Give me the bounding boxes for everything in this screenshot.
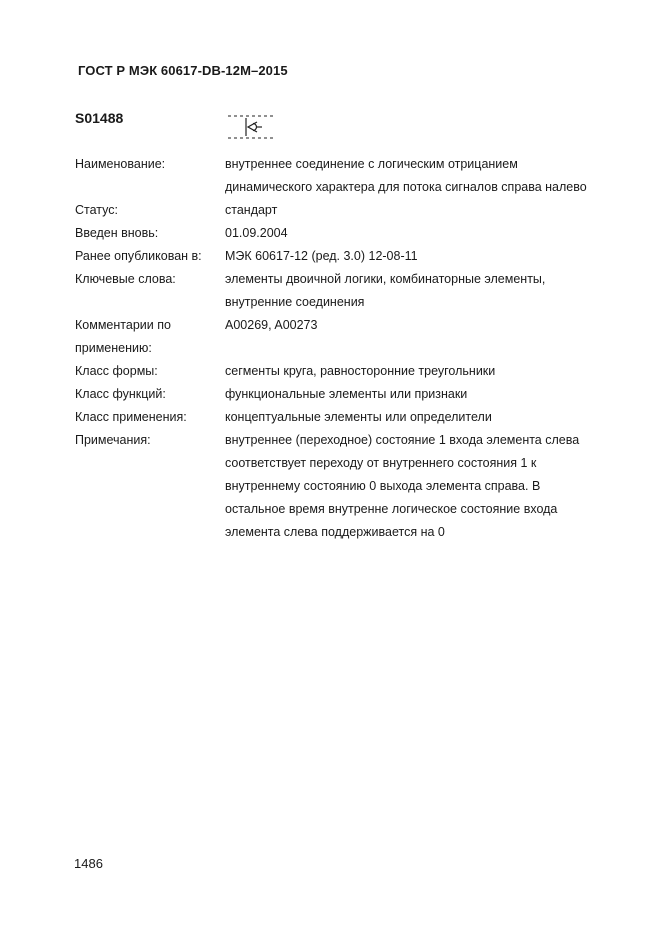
field-row-application-comments xyxy=(75,314,635,360)
page-number: 1486 xyxy=(74,856,103,871)
field-label: Класс формы: xyxy=(75,364,158,378)
field-value: МЭК 60617-12 (ред. 3.0) 12-08-11 xyxy=(225,249,418,263)
field-label: Ранее опубликован в: xyxy=(75,249,202,263)
field-row-previously-published xyxy=(75,245,635,268)
field-label: Статус: xyxy=(75,203,118,217)
field-row-application-class xyxy=(75,406,635,429)
attribute-list xyxy=(75,153,635,544)
field-label: Примечания: xyxy=(75,433,151,447)
field-row-shape-class xyxy=(75,360,635,383)
field-row-function-class xyxy=(75,383,635,406)
field-row-name xyxy=(75,153,635,199)
internal-connection-negation-dynamic-symbol-icon xyxy=(226,112,276,142)
field-label: Наименование: xyxy=(75,157,166,171)
field-label: Введен вновь: xyxy=(75,226,159,240)
field-label: Ключевые слова: xyxy=(75,272,176,286)
field-label: Класс применения: xyxy=(75,410,187,424)
field-row-introduced xyxy=(75,222,635,245)
field-value: концептуальные элементы или определители xyxy=(225,410,492,424)
field-row-status xyxy=(75,199,635,222)
field-value: стандарт xyxy=(225,203,278,217)
field-value: A00269, A00273 xyxy=(225,318,318,332)
field-value: внутреннее (переходное) состояние 1 входа элемента слева соответствует переходу от внутреннего состояния 1 к внутреннему состоянию 0 выхода элемента справа. В остальное время внутренне логическое состояние входа элемента слева поддерживается на 0 xyxy=(225,433,580,539)
field-value: сегменты круга, равносторонние треугольники xyxy=(225,364,496,378)
field-row-notes xyxy=(75,429,635,544)
symbol-code: S01488 xyxy=(75,110,124,126)
field-label: Комментарии по применению: xyxy=(75,318,171,355)
field-row-keywords xyxy=(75,268,635,314)
field-value: внутреннее соединение с логическим отрицанием динамического характера для потока сигналов справа налево xyxy=(225,157,587,194)
field-value: 01.09.2004 xyxy=(225,226,288,240)
field-label: Класс функций: xyxy=(75,387,166,401)
field-value: элементы двоичной логики, комбинаторные элементы, внутренние соединения xyxy=(225,272,546,309)
document-header: ГОСТ Р МЭК 60617-DB-12M–2015 xyxy=(78,63,288,78)
field-value: функциональные элементы или признаки xyxy=(225,387,468,401)
